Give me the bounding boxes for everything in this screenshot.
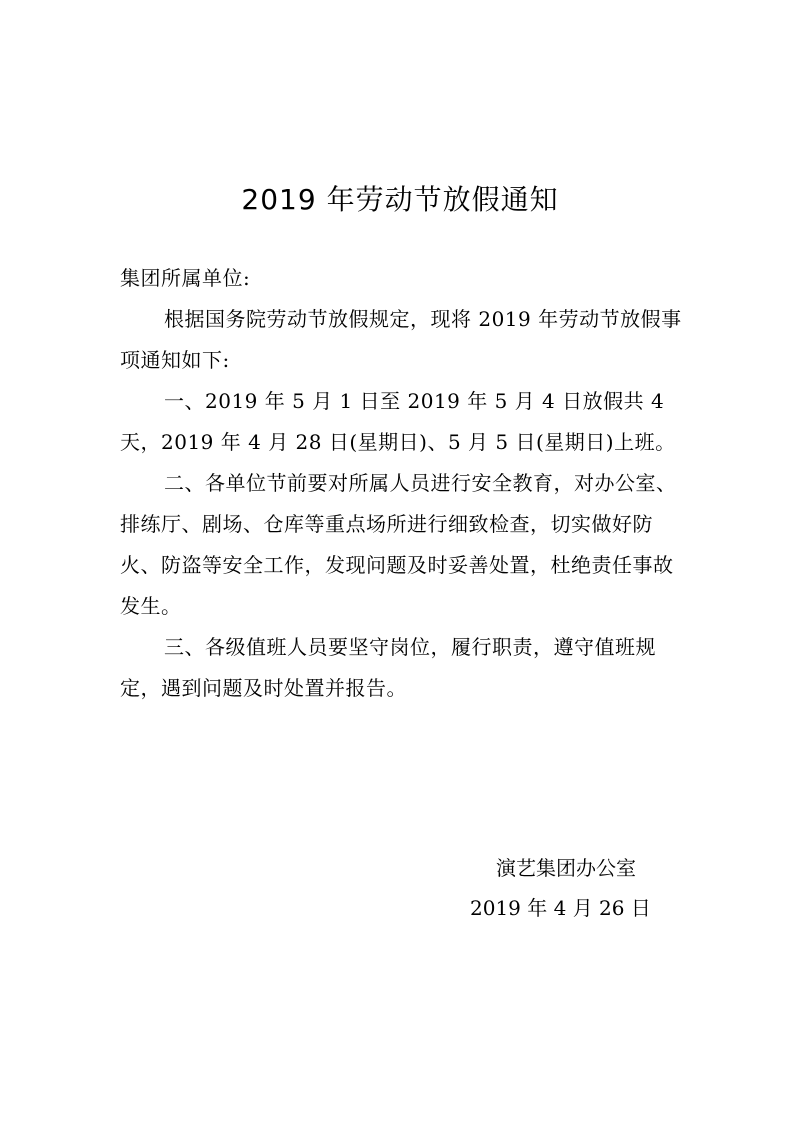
signature-date: 2019 年 4 月 26 日 bbox=[470, 896, 651, 920]
paragraph-intro: 根据国务院劳动节放假规定，现将 2019 年劳动节放假事项通知如下: bbox=[120, 307, 682, 372]
signature-organization: 演艺集团办公室 bbox=[496, 856, 636, 880]
document-body bbox=[120, 258, 690, 709]
paragraph-item-2: 二、各单位节前要对所属人员进行安全教育，对办公室、排练厅、剧场、仓库等重点场所进行细致检查，切实做好防火、防盗等安全工作，发现问题及时妥善处置，杜绝责任事故发生。 bbox=[120, 471, 677, 618]
paragraph-item-1: 一、2019 年 5 月 1 日至 2019 年 5 月 4 日放假共 4 天，2019 年 4 月 28 日(星期日)、5 月 5 日(星期日)上班。 bbox=[120, 389, 676, 454]
document-title: 2019 年劳动节放假通知 bbox=[241, 183, 559, 216]
signature-block bbox=[470, 848, 690, 928]
salutation: 集团所属单位: bbox=[120, 266, 251, 290]
paragraph-item-3: 三、各级值班人员要坚守岗位，履行职责，遵守值班规定，遇到问题及时处置并报告。 bbox=[120, 635, 656, 700]
